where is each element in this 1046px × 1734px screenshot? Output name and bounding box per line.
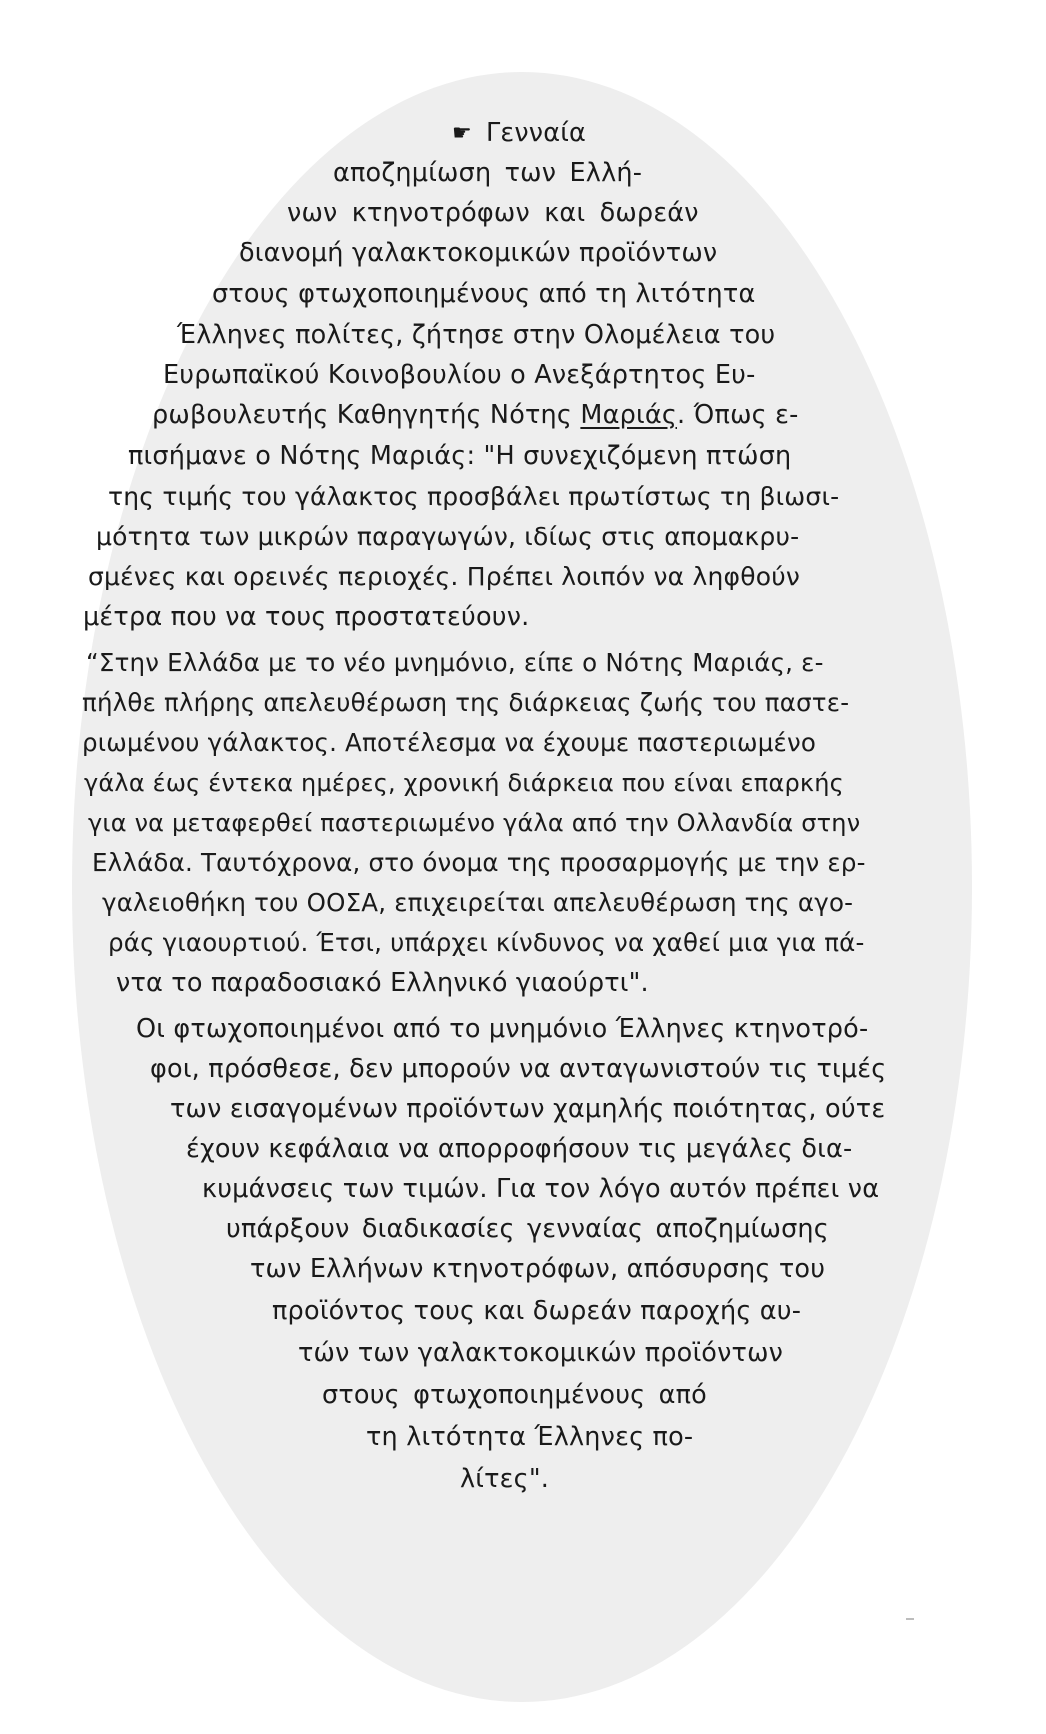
article-line: ριωμένου γάλακτος. Αποτέλεσμα να έχουμε παστεριωμένο (82, 728, 817, 757)
article-line: των εισαγομένων προϊόντων χαμηλής ποιότητας, ούτε (170, 1094, 886, 1124)
scan-speck (906, 1618, 914, 1620)
article-line-part: . Όπως ε- (677, 400, 799, 430)
article-line: γαλειοθήκη του ΟΟΣΑ, επιχειρείται απελευθέρωση της αγο- (102, 888, 854, 917)
pointing-hand-icon: ☛ (452, 121, 472, 146)
article-line: σμένες και ορεινές περιοχές. Πρέπει λοιπόν να ληφθούν (88, 562, 801, 591)
article-line: νων κτηνοτρόφων και δωρεάν (287, 198, 699, 228)
article-line: Οι φτωχοποιημένοι από το μνημόνιο Έλληνες κτηνοτρό- (136, 1014, 869, 1044)
article-line: Ευρωπαϊκού Κοινοβουλίου ο Ανεξάρτητος Ευ- (163, 360, 756, 390)
article-line: λίτες". (460, 1464, 550, 1494)
article-line: Γενναία (485, 118, 587, 148)
article-line: ντα το παραδοσιακό Ελληνικό γιαούρτι". (116, 968, 649, 998)
article-line: πήλθε πλήρης απελευθέρωση της διάρκειας ζωής του παστε- (82, 688, 850, 717)
article-line: στους φτωχοποιημένους από (322, 1380, 707, 1410)
article-line: της τιμής του γάλακτος προσβάλει πρωτίστως τη βιωσι- (108, 482, 840, 511)
article-line: μέτρα που να τους προστατεύουν. (83, 602, 530, 632)
article-heading (452, 118, 586, 149)
article-line: τη λιτότητα Έλληνες πο- (366, 1422, 694, 1452)
article-line: υπάρξουν διαδικασίες γενναίας αποζημίωσης (226, 1214, 829, 1244)
article-line: προϊόντος τους και δωρεάν παροχής αυ- (272, 1296, 802, 1326)
article-line: τών των γαλακτοκομικών προϊόντων (298, 1338, 784, 1368)
article-line: Ελλάδα. Ταυτόχρονα, στο όνομα της προσαρμογής με την ερ- (92, 848, 866, 877)
article-line-with-name (152, 400, 799, 430)
article-line: μότητα των μικρών παραγωγών, ιδίως στις απομακρυ- (96, 522, 800, 551)
article-line: “Στην Ελλάδα με το νέο μνημόνιο, είπε ο Νότης Μαριάς, ε- (86, 648, 824, 677)
article-line: για να μεταφερθεί παστεριωμένο γάλα από την Ολλανδία στην (88, 809, 861, 837)
article-line: γάλα έως έντεκα ημέρες, χρονική διάρκεια που είναι επαρκής (84, 769, 844, 797)
article-line: στους φτωχοποιημένους από τη λιτότητα (212, 279, 756, 309)
article-line: κυμάνσεις των τιμών. Για τον λόγο αυτόν πρέπει να (202, 1174, 880, 1204)
article-line: Έλληνες πολίτες, ζήτησε στην Ολομέλεια του (177, 320, 776, 350)
article-line: αποζημίωση των Ελλή- (333, 158, 643, 188)
article-line: έχουν κεφάλαια να απορροφήσουν τις μεγάλες δια- (186, 1134, 853, 1164)
article-line: φοι, πρόσθεσε, δεν μπορούν να ανταγωνιστούν τις τιμές (150, 1054, 887, 1084)
article-line-part: ρωβουλευτής Καθηγητής Νότης (152, 400, 581, 430)
article-line: διανομή γαλακτοκομικών προϊόντων (239, 238, 718, 268)
article-line: των Ελλήνων κτηνοτρόφων, απόσυρσης του (250, 1254, 826, 1284)
underlined-name: Μαριάς (580, 400, 677, 430)
article-line: πισήμανε ο Νότης Μαριάς: "Η συνεχιζόμενη πτώση (128, 441, 792, 471)
article-line: ράς γιαουρτιού. Έτσι, υπάρχει κίνδυνος να χαθεί μια για πά- (108, 928, 865, 957)
